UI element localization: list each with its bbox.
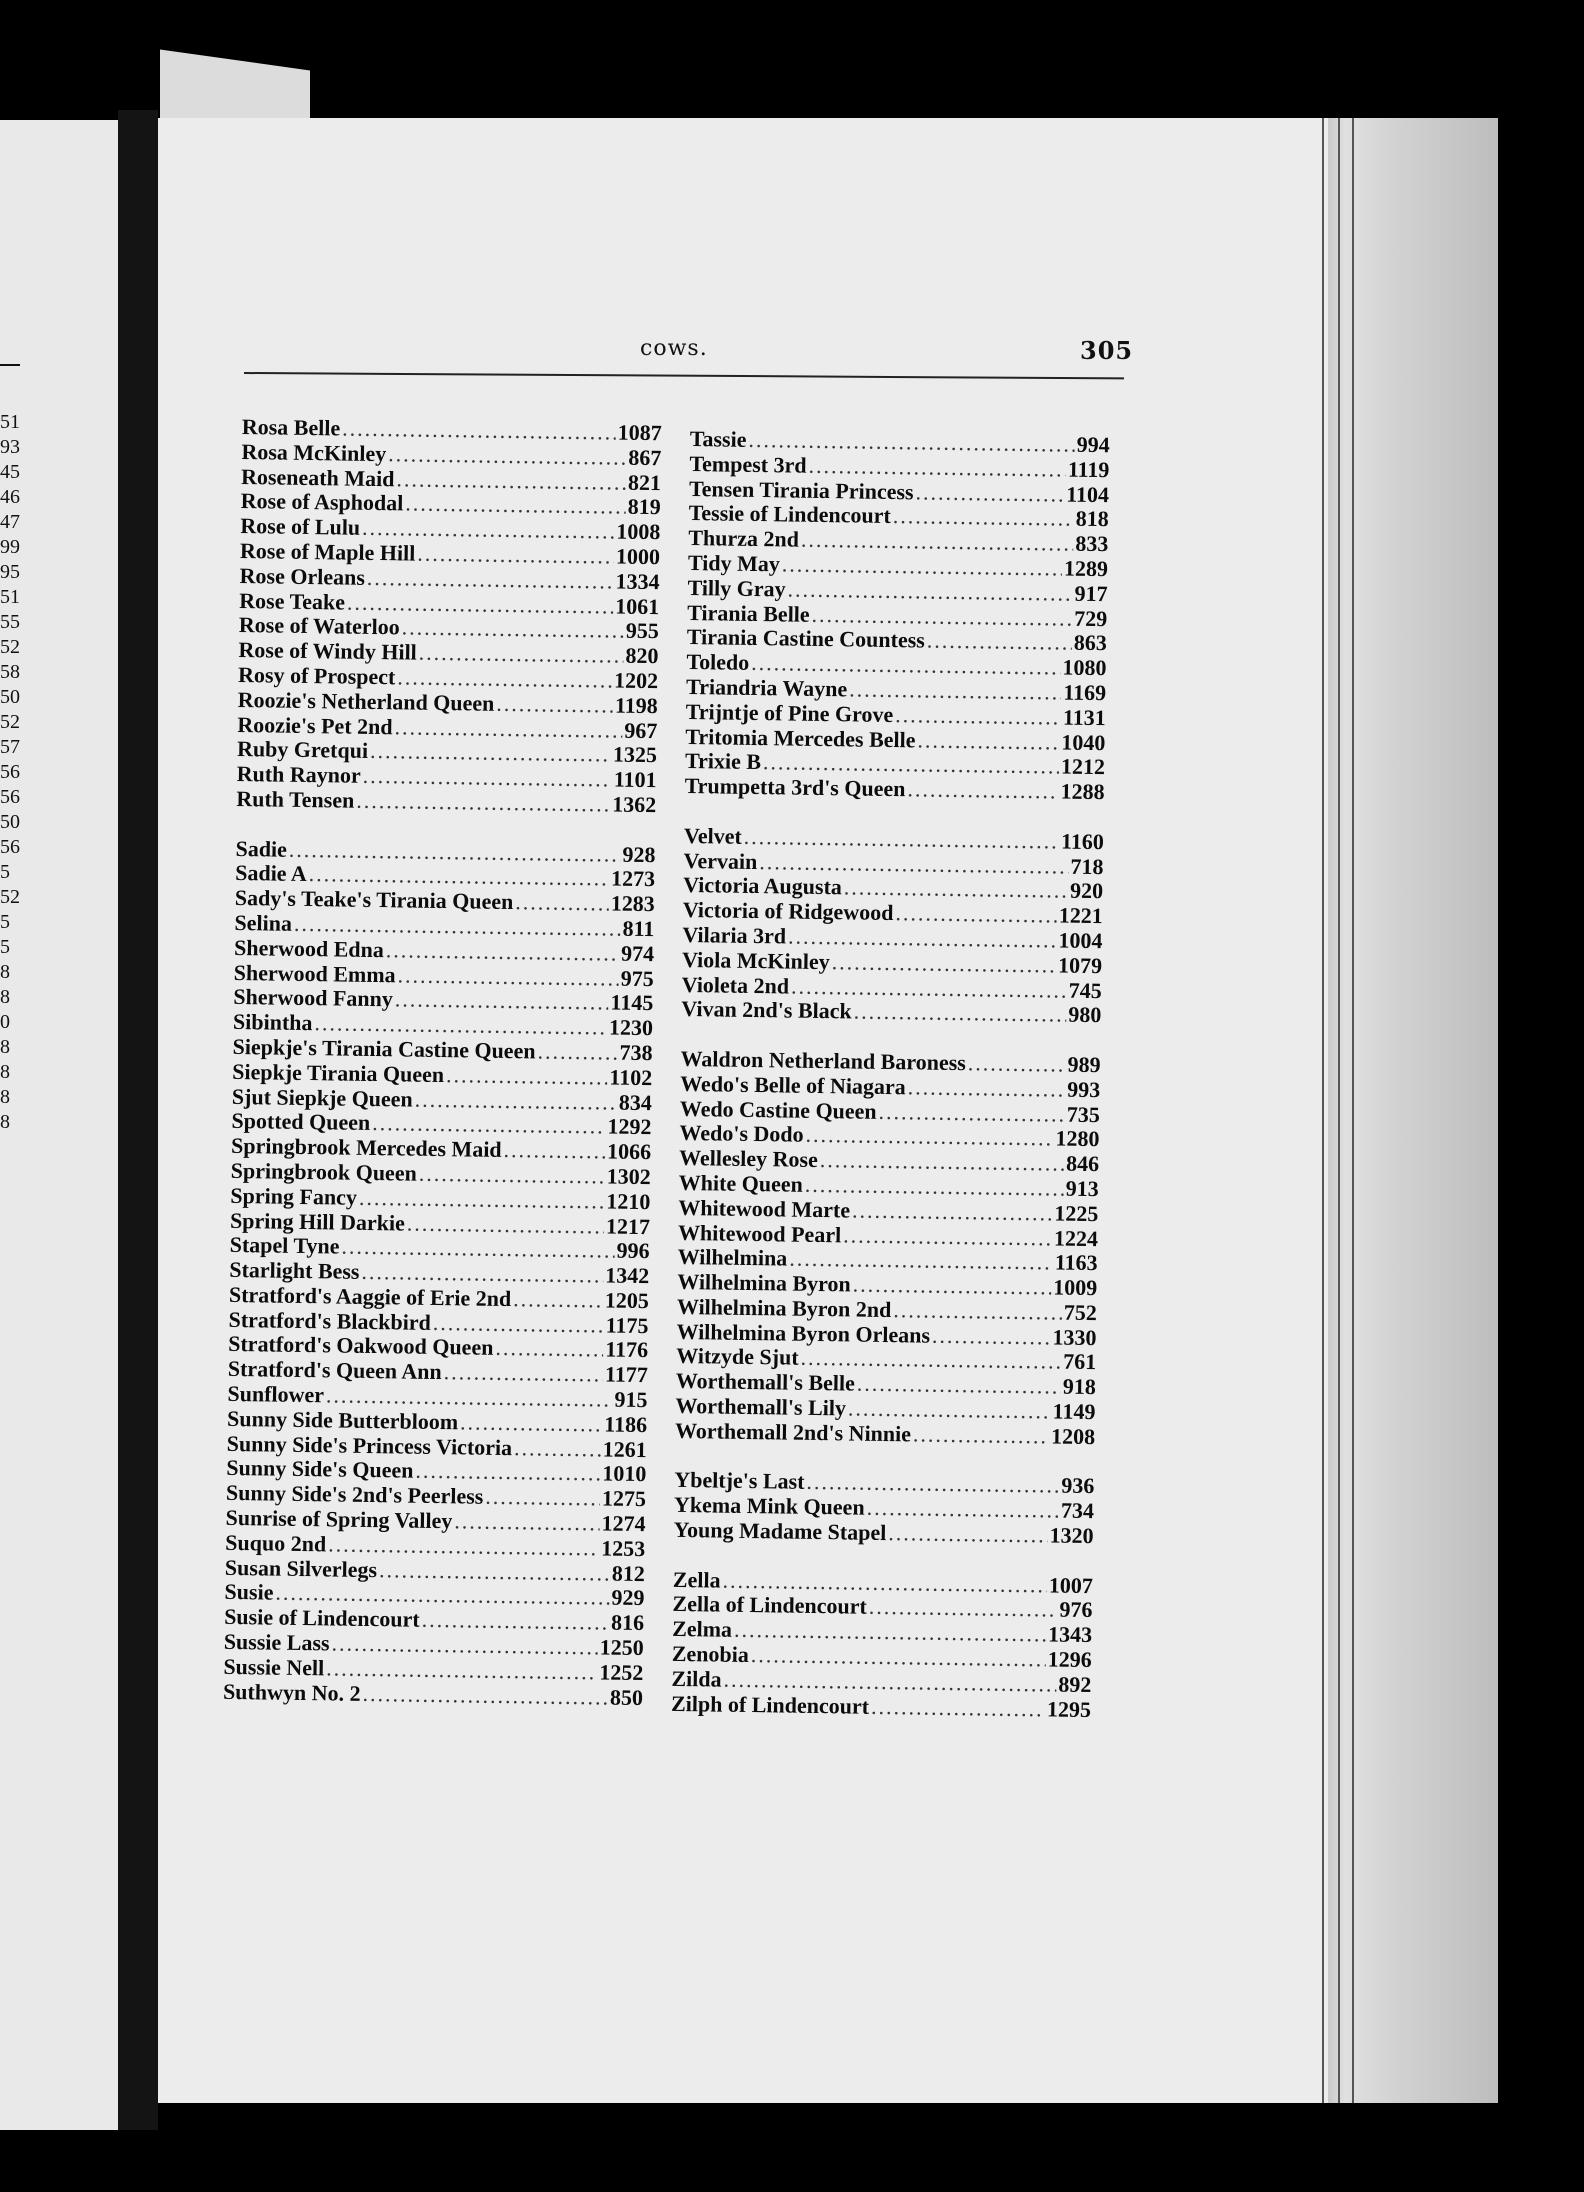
herd-book-number: 1000 <box>615 543 661 570</box>
dot-leader <box>422 1608 610 1636</box>
cow-name: Viola McKinley <box>681 946 830 974</box>
facing-page-number: 56 <box>0 786 20 808</box>
herd-book-number: 1169 <box>1063 679 1107 706</box>
herd-book-number: 1149 <box>1052 1398 1096 1425</box>
facing-page-number: 95 <box>0 561 20 583</box>
facing-page-number: 0 <box>0 1011 10 1033</box>
page-edge-line <box>1322 118 1324 2103</box>
herd-book-number: 1087 <box>617 419 662 446</box>
cow-name: Toledo <box>686 649 750 676</box>
herd-book-number: 1010 <box>602 1460 647 1487</box>
facing-page-number: 50 <box>0 686 20 708</box>
cow-name: Rose Teake <box>239 587 346 615</box>
herd-book-number: 745 <box>1068 977 1102 1003</box>
cow-name: Ybeltje's Last <box>674 1467 805 1495</box>
herd-book-number: 1288 <box>1060 778 1105 805</box>
herd-book-number: 917 <box>1074 580 1108 606</box>
dot-leader <box>871 1694 1045 1721</box>
herd-book-number: 1221 <box>1058 902 1103 929</box>
cow-name: Whitewood Marte <box>678 1194 851 1223</box>
herd-book-number: 863 <box>1073 630 1108 656</box>
herd-book-number: 1334 <box>615 568 660 594</box>
cow-name: Thurza 2nd <box>688 525 800 552</box>
herd-book-number: 1177 <box>604 1361 648 1388</box>
dot-leader <box>927 629 1072 656</box>
dot-leader <box>913 1422 1049 1449</box>
dot-leader <box>895 703 1061 730</box>
cow-name: Rose of Waterloo <box>238 612 400 640</box>
herd-book-number: 1362 <box>612 791 657 818</box>
cow-name: Ruby Gretqui <box>236 736 369 764</box>
herd-book-number: 1320 <box>1049 1522 1094 1549</box>
page-edge-line <box>1352 118 1354 2103</box>
herd-book-number: 834 <box>618 1089 653 1115</box>
facing-page-number: 8 <box>0 961 10 983</box>
herd-book-number: 1250 <box>599 1634 644 1661</box>
dot-leader <box>932 1323 1051 1350</box>
facing-page-number: 51 <box>0 411 20 433</box>
cow-name: Wellesley Rose <box>678 1145 819 1173</box>
dot-leader <box>917 728 1059 755</box>
herd-book-number: 1280 <box>1055 1125 1100 1152</box>
cow-name: Rose of Asphodal <box>240 488 404 516</box>
herd-book-number: 1253 <box>601 1535 646 1561</box>
herd-book-number: 718 <box>1070 853 1104 879</box>
cow-name: Tidy May <box>687 549 781 577</box>
herd-book-number: 980 <box>1068 1002 1102 1028</box>
dot-leader <box>537 1039 617 1065</box>
dot-leader <box>888 1521 1048 1548</box>
cow-name: Zilda <box>671 1665 722 1692</box>
herd-book-number: 820 <box>625 642 659 669</box>
cow-name: Sjut Siepkje Queen <box>231 1083 413 1112</box>
cow-name: Spring Hill Darkie <box>229 1207 406 1236</box>
dot-leader <box>395 988 609 1016</box>
herd-book-number: 1342 <box>605 1262 650 1289</box>
dot-leader <box>514 1436 601 1462</box>
dot-leader <box>908 1075 1066 1102</box>
facing-page-number: 52 <box>0 886 20 908</box>
dot-leader <box>805 1123 1053 1151</box>
facing-page-number: 5 <box>0 911 10 933</box>
cow-name: Sunrise of Spring Valley <box>225 1504 453 1534</box>
page-edge-line <box>1338 118 1340 2103</box>
cow-name: Sady's Teake's Tirania Queen <box>234 885 514 915</box>
cow-name: Zenobia <box>671 1640 750 1668</box>
herd-book-number: 1343 <box>1047 1621 1093 1648</box>
cow-name: Waldron Netherland Baroness <box>680 1045 967 1076</box>
herd-book-number: 989 <box>1067 1051 1101 1078</box>
cow-name: Vilaria 3rd <box>682 921 787 949</box>
cow-name: Wedo's Dodo <box>679 1120 804 1148</box>
herd-book-number: 819 <box>627 494 661 520</box>
running-head-title: cows. <box>640 336 708 361</box>
dot-leader <box>513 1287 603 1313</box>
cow-name: Trixie B <box>684 748 762 775</box>
cow-name: Wedo's Belle of Niagara <box>680 1070 906 1099</box>
dot-leader <box>495 1336 603 1362</box>
dot-leader <box>485 1485 600 1511</box>
dot-leader <box>370 739 611 767</box>
dot-leader <box>386 938 620 966</box>
dot-leader <box>852 1198 1053 1226</box>
cow-name: Roozie's Pet 2nd <box>237 711 393 739</box>
facing-page-numbers <box>0 410 30 1135</box>
cow-name: Stratford's Oakwood Queen <box>228 1331 494 1361</box>
cow-name: Spotted Queen <box>231 1108 371 1136</box>
dot-leader <box>878 1099 1065 1127</box>
facing-page-number: 58 <box>0 661 20 683</box>
dot-leader <box>363 764 612 792</box>
herd-book-number: 1224 <box>1053 1224 1099 1251</box>
facing-page-number: 47 <box>0 511 20 533</box>
dot-leader <box>915 480 1064 507</box>
facing-page-number: 8 <box>0 1086 10 1108</box>
herd-book-number: 1205 <box>604 1287 650 1314</box>
herd-book-number: 1061 <box>615 593 660 619</box>
cow-name: Suquo 2nd <box>225 1529 327 1557</box>
cow-name: Susie <box>224 1579 274 1606</box>
cow-name: Zella <box>672 1566 721 1593</box>
herd-book-number: 1198 <box>614 692 658 718</box>
facing-page-number: 52 <box>0 636 20 658</box>
herd-book-number: 1302 <box>606 1163 651 1190</box>
cow-name: Rose Orleans <box>239 562 366 590</box>
cow-name: Sadie A <box>235 860 307 887</box>
herd-book-number: 1289 <box>1063 555 1109 582</box>
cow-name: Sibintha <box>232 1009 313 1036</box>
herd-book-number: 1186 <box>604 1411 648 1437</box>
facing-page-number: 46 <box>0 486 20 508</box>
facing-page-number: 8 <box>0 1036 10 1058</box>
herd-book-number: 752 <box>1063 1299 1098 1326</box>
dot-leader <box>832 950 1057 978</box>
herd-book-number: 1274 <box>601 1510 646 1537</box>
herd-book-number: 846 <box>1065 1150 1100 1177</box>
facing-page-number: 50 <box>0 811 20 833</box>
herd-book-number: 929 <box>611 1585 645 1611</box>
facing-page-number: 93 <box>0 436 20 458</box>
dot-leader <box>407 1211 605 1239</box>
cow-name: Ruth Tensen <box>236 785 355 813</box>
dot-leader <box>843 1223 1052 1251</box>
herd-book-number: 850 <box>609 1684 644 1710</box>
cow-name: Starlight Bess <box>229 1257 360 1284</box>
cow-name: Sunny Side's Queen <box>226 1455 414 1484</box>
herd-book-number: 1145 <box>610 989 654 1016</box>
dot-leader <box>454 1509 600 1536</box>
herd-book-number: 1230 <box>608 1014 654 1041</box>
herd-book-number: 1283 <box>610 890 655 917</box>
herd-book-number: 892 <box>1058 1671 1092 1697</box>
dot-leader <box>503 1138 605 1164</box>
herd-book-number: 1295 <box>1046 1696 1092 1722</box>
cow-name: Tempest 3rd <box>689 450 807 478</box>
dot-leader <box>415 1087 617 1115</box>
herd-book-number: 1007 <box>1048 1572 1094 1598</box>
herd-book-number: 1296 <box>1047 1646 1092 1673</box>
cow-name: Worthemall's Belle <box>675 1368 856 1396</box>
herd-book-number: 1176 <box>605 1336 649 1363</box>
cow-name: Springbrook Queen <box>230 1157 418 1186</box>
dot-leader <box>379 1558 610 1586</box>
cow-name: Tirania Castine Countess <box>686 624 926 653</box>
cow-name: Worthemall 2nd's Ninnie <box>674 1417 912 1447</box>
herd-book-number: 1175 <box>605 1312 649 1338</box>
herd-book-number: 1008 <box>616 518 661 545</box>
dot-leader <box>460 1410 602 1437</box>
facing-page-number: 5 <box>0 861 10 883</box>
cow-name: Sunny Side Butterbloom <box>226 1405 459 1435</box>
cow-name: Victoria Augusta <box>683 872 843 900</box>
cow-name: Wilhelmina Byron 2nd <box>676 1293 892 1322</box>
herd-book-number: 1273 <box>610 865 656 892</box>
herd-book-number: 928 <box>622 841 656 867</box>
herd-book-number: 734 <box>1060 1497 1095 1524</box>
herd-book-number: 1160 <box>1060 828 1105 854</box>
cow-name: Sussie Lass <box>223 1628 330 1656</box>
cow-name: Zilph of Lindencourt <box>670 1690 870 1719</box>
facing-page-number: 55 <box>0 611 20 633</box>
cow-name: Trijntje of Pine Grove <box>685 698 894 727</box>
dot-leader <box>866 1496 1059 1524</box>
dot-leader <box>968 1051 1066 1077</box>
herd-book-number: 1225 <box>1054 1200 1099 1226</box>
herd-book-number: 996 <box>616 1237 650 1264</box>
cow-name: Sherwood Fanny <box>233 984 394 1012</box>
dot-leader <box>397 963 618 991</box>
dot-leader <box>402 616 624 644</box>
cow-name: Roseneath Maid <box>240 463 395 491</box>
herd-book-number: 867 <box>628 444 662 471</box>
cow-name: Spring Fancy <box>230 1182 358 1210</box>
dot-leader <box>857 1372 1061 1400</box>
herd-book-number: 1040 <box>1061 729 1106 755</box>
cow-name: Sherwood Emma <box>233 959 396 987</box>
herd-book-number: 1275 <box>601 1485 647 1512</box>
facing-page-number: 45 <box>0 461 20 483</box>
dot-leader <box>893 1298 1062 1325</box>
herd-book-number: 967 <box>624 717 658 743</box>
dot-leader <box>419 1162 605 1190</box>
herd-book-number: 1325 <box>612 741 658 768</box>
facing-page-number: 56 <box>0 761 20 783</box>
dot-leader <box>405 492 626 520</box>
cow-name: Stratford's Aaggie of Erie 2nd <box>228 1281 512 1311</box>
herd-book-number: 955 <box>625 618 660 644</box>
dot-leader <box>367 566 614 594</box>
cow-name: Sussie Nell <box>223 1653 325 1681</box>
cow-name: Wilhelmina <box>677 1244 788 1271</box>
cow-name: Tassie <box>689 426 747 452</box>
dot-leader <box>496 692 613 719</box>
herd-book-number: 1119 <box>1067 456 1110 483</box>
herd-book-number: 1210 <box>606 1188 651 1214</box>
cow-name: Rose of Maple Hill <box>239 537 416 566</box>
cow-name: Whitewood Pearl <box>677 1219 842 1247</box>
cow-name: Vivan 2nd's Black <box>681 996 852 1024</box>
herd-book-number: 833 <box>1075 530 1109 557</box>
cow-name: Rosa McKinley <box>241 438 387 466</box>
cow-name: Witzyde Sjut <box>676 1343 799 1371</box>
cow-name: Selina <box>234 909 293 936</box>
cow-name: Young Madame Stapel <box>673 1516 887 1546</box>
dot-leader <box>895 901 1057 928</box>
herd-book-number: 1163 <box>1054 1249 1098 1276</box>
cow-name: Susie of Lindencourt <box>223 1604 420 1633</box>
facing-page-number: 99 <box>0 536 20 558</box>
index-column-right <box>671 427 1110 1723</box>
herd-book-number: 1131 <box>1062 704 1106 730</box>
cow-name: Stratford's Blackbird <box>228 1306 432 1335</box>
herd-book-number: 1217 <box>605 1212 651 1239</box>
book-gutter <box>118 110 158 2130</box>
herd-book-number: 818 <box>1075 506 1109 532</box>
cow-name: Siepkje Tirania Queen <box>232 1058 445 1087</box>
facing-page-number: 5 <box>0 936 10 958</box>
cow-name: Stratford's Queen Ann <box>227 1356 442 1385</box>
facing-page-number: 8 <box>0 986 10 1008</box>
herd-book-number: 918 <box>1062 1373 1096 1400</box>
cow-name: Rose of Lulu <box>240 513 361 540</box>
facing-page-number: 57 <box>0 736 20 758</box>
herd-book-number: 1004 <box>1058 927 1103 954</box>
cow-name: Sunny Side's 2nd's Peerless <box>225 1480 484 1509</box>
cow-name: Rose of Windy Hill <box>238 637 417 665</box>
herd-book-number: 735 <box>1066 1101 1101 1127</box>
cow-name: Zelma <box>671 1616 733 1643</box>
dot-leader <box>356 789 610 818</box>
cow-name: Tessie of Lindencourt <box>688 500 891 529</box>
cow-name: Ykema Mink Queen <box>673 1492 865 1520</box>
dot-leader <box>362 1682 608 1710</box>
herd-book-number: 1208 <box>1050 1423 1096 1449</box>
dot-leader <box>417 542 614 570</box>
dot-leader <box>869 1595 1058 1623</box>
cow-name: Wilhelmina Byron Orleans <box>676 1318 931 1348</box>
herd-book-number: 1202 <box>613 667 659 694</box>
herd-book-number: 1009 <box>1053 1274 1098 1301</box>
herd-book-number: 1261 <box>602 1436 647 1462</box>
cow-name: Trumpetta 3rd's Queen <box>684 773 906 802</box>
dot-leader <box>515 890 609 916</box>
dot-leader <box>907 777 1059 804</box>
herd-book-number: 1080 <box>1062 654 1107 681</box>
cow-name: Wilhelmina Byron <box>677 1269 851 1297</box>
dot-leader <box>446 1063 608 1090</box>
cow-name: Zella of Lindencourt <box>672 1591 868 1620</box>
herd-book-number: 738 <box>619 1039 653 1066</box>
facing-page-rule <box>0 364 20 366</box>
dot-leader <box>396 467 626 495</box>
cow-name: Sherwood Edna <box>233 934 385 962</box>
page-number: 305 <box>1080 336 1134 365</box>
facing-page-number: 8 <box>0 1061 10 1083</box>
herd-book-number: 1102 <box>609 1064 653 1090</box>
herd-book-number: 975 <box>620 965 654 991</box>
cow-name: Rosy of Prospect <box>237 661 396 690</box>
cow-name: Sunflower <box>227 1380 325 1408</box>
herd-book-number: 1212 <box>1060 753 1106 780</box>
cow-name: Tritomia Mercedes Belle <box>685 723 916 752</box>
cow-name: Ruth Raynor <box>236 761 361 788</box>
herd-book-number: 816 <box>610 1609 645 1636</box>
cow-name: Victoria of Ridgewood <box>682 897 894 926</box>
herd-book-number: 1330 <box>1052 1324 1097 1350</box>
herd-book-number: 915 <box>614 1386 648 1413</box>
herd-book-number: 974 <box>620 940 655 966</box>
cow-name: Tensen Tirania Princess <box>688 475 914 504</box>
cow-name: Susan Silverlegs <box>224 1554 378 1582</box>
facing-page-number: 8 <box>0 1111 10 1133</box>
cow-name: Worthemall's Lily <box>675 1392 847 1421</box>
dot-leader <box>854 1000 1067 1028</box>
herd-book-number: 729 <box>1074 605 1108 631</box>
cow-name: Wedo Castine Queen <box>679 1095 877 1124</box>
herd-book-number: 1252 <box>599 1659 644 1685</box>
cow-name: Suthwyn No. 2 <box>222 1678 361 1706</box>
herd-book-number: 1066 <box>606 1138 652 1165</box>
facing-page-number: 52 <box>0 711 20 733</box>
cow-name: Rosa Belle <box>241 414 341 441</box>
herd-book-number: 812 <box>611 1560 646 1586</box>
cow-name: Siepkje's Tirania Castine Queen <box>232 1033 536 1064</box>
herd-book-number: 1101 <box>613 766 657 793</box>
herd-book-number: 936 <box>1061 1473 1095 1499</box>
cow-name: Springbrook Mercedes Maid <box>230 1133 502 1163</box>
cow-name: Sunny Side's Princess Victoria <box>226 1430 513 1460</box>
cow-name: Vervain <box>683 847 758 874</box>
cow-name: Sadie <box>235 835 288 862</box>
herd-book-number: 1292 <box>607 1113 652 1140</box>
cow-name: Tilly Gray <box>687 574 786 602</box>
cow-name: Triandria Wayne <box>685 673 848 702</box>
cow-name: Roozie's Netherland Queen <box>237 686 495 716</box>
cow-name: White Queen <box>678 1169 804 1197</box>
herd-book-number: 993 <box>1067 1076 1101 1102</box>
herd-book-number: 761 <box>1062 1349 1097 1375</box>
herd-book-number: 811 <box>622 915 655 942</box>
herd-book-number: 994 <box>1076 431 1110 458</box>
dot-leader <box>893 504 1074 531</box>
facing-page-number: 56 <box>0 836 20 858</box>
herd-book-number: 1079 <box>1057 952 1103 978</box>
dot-leader <box>394 715 622 743</box>
cow-name: Violeta 2nd <box>681 971 790 999</box>
dot-leader <box>388 442 627 470</box>
herd-book-number: 976 <box>1059 1597 1093 1623</box>
dot-leader <box>820 1148 1065 1176</box>
cow-name: Stapel Tyne <box>229 1232 340 1259</box>
dot-leader <box>444 1360 604 1387</box>
herd-book-number: 1104 <box>1066 481 1110 507</box>
cow-name: Velvet <box>683 822 742 849</box>
herd-book-number: 920 <box>1069 878 1104 904</box>
dot-leader <box>419 641 624 669</box>
index-column-left <box>223 415 662 1711</box>
herd-book-number: 821 <box>627 469 662 495</box>
cow-name: Tirania Belle <box>687 599 810 627</box>
herd-book-number: 913 <box>1065 1175 1099 1202</box>
facing-page-number: 51 <box>0 586 20 608</box>
